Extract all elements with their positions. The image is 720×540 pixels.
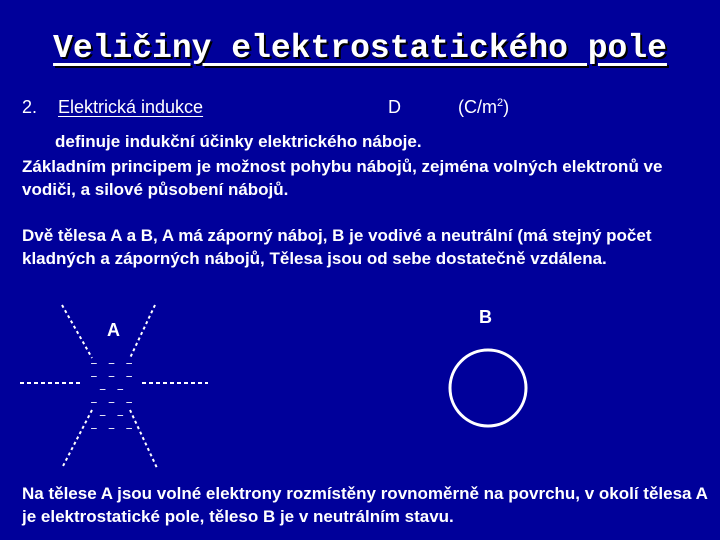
charge-row: – – – – – — [89, 369, 134, 397]
field-line-top-right — [130, 305, 155, 358]
unit-suffix: ) — [503, 97, 510, 117]
unit-prefix: (C/m — [458, 97, 497, 117]
charge-row: – – – — [89, 421, 134, 436]
principle-text: Základním principem je možnost pohybu nábojů, zejména volných elektronů ve vodiči, a silové působení nábojů. — [22, 157, 663, 199]
section-heading: Elektrická indukce — [58, 97, 204, 117]
section-number: 2. — [22, 97, 38, 117]
body-a-charges — [84, 357, 140, 435]
conclusion-text: Na tělese A jsou volné elektrony rozmístěny rovnoměrně na povrchu, v okolí tělesa A je elektrostatické pole, těleso B je v neutrálním stavu. — [22, 484, 708, 526]
slide-title: Veličiny elektrostatického pole — [53, 30, 667, 67]
body-b-label: B — [479, 307, 492, 327]
charge-row: – – – – – — [89, 395, 134, 423]
quantity-symbol: D — [388, 97, 401, 117]
bodies-description-text: Dvě tělesa A a B, A má záporný náboj, B je vodivé a neutrální (má stejný počet kladných a záporných nábojů, Tělesa jsou od sebe dostatečně vzdálena. — [22, 226, 652, 268]
charge-row: – – – — [89, 356, 134, 371]
body-a-label: A — [107, 320, 120, 340]
field-line-top-left — [62, 305, 92, 358]
definition-text: definuje indukční účinky elektrického náboje. — [55, 132, 422, 151]
body-b-circle — [450, 350, 526, 426]
unit-exponent: 2 — [497, 97, 504, 109]
